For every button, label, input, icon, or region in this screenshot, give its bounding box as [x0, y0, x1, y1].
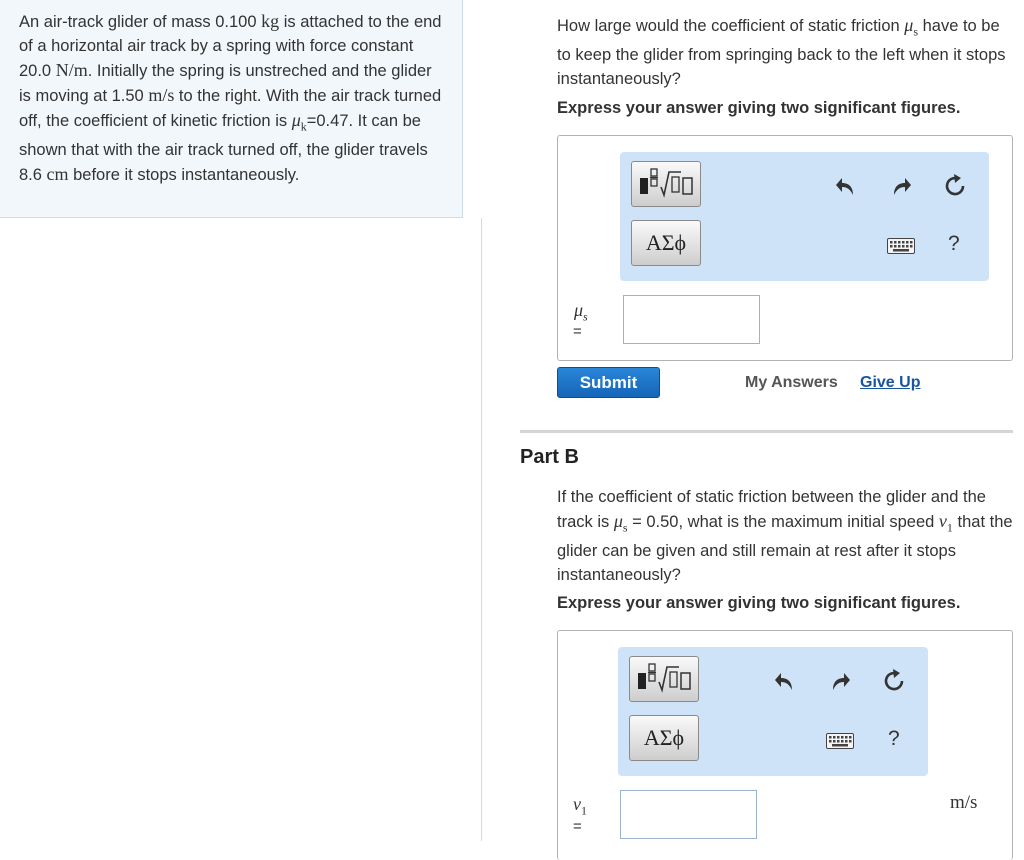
- problem-statement-panel: [0, 0, 463, 218]
- templates-icon: [635, 662, 693, 696]
- part-b-question: If the coefficient of static friction between the glider and the track is $\mu_s = 0.50$, what is the maximum initial speed $v_1$ that the glider can be given and still remain at rest after it stops instantaneously?: [557, 488, 1013, 585]
- part-a-math-toolbar: [620, 152, 989, 281]
- mu-s-label: $\mu_s$: [574, 300, 588, 324]
- greek-symbols-button[interactable]: ΑΣϕ: [631, 220, 701, 266]
- undo-icon[interactable]: [772, 668, 798, 694]
- part-b-instruction: Express your answer giving two significant figures.: [557, 594, 961, 612]
- unit-kg: kg: [261, 11, 280, 31]
- keyboard-icon[interactable]: [885, 233, 917, 259]
- reset-icon[interactable]: [881, 668, 907, 694]
- mu-k-symbol: μ: [291, 110, 301, 130]
- help-button[interactable]: ?: [888, 727, 900, 750]
- keyboard-icon[interactable]: [824, 728, 856, 754]
- problem-text: An air-track glider of mass 0.100 kg is attached to the end of a horizontal air track by a spring with force constant 20.0 N/m. Initially the spring is unstreched and the glider is moving at 1.50 m/s to the right. With the air track turned off, the coefficient of kinetic friction is $\mu_k=0.47$. It can be shown that with the air track turned off, the glider travels 8.6 cm before it stops instantaneously.: [19, 11, 442, 185]
- my-answers-link[interactable]: My Answers: [745, 374, 838, 391]
- reset-icon[interactable]: [942, 173, 968, 199]
- part-a-instruction: Express your answer giving two significant figures.: [557, 99, 961, 117]
- unit-label: m/s: [950, 792, 978, 813]
- redo-icon[interactable]: [827, 668, 853, 694]
- mu-s-answer-input[interactable]: [623, 295, 760, 344]
- v1-label: $v_1$: [573, 794, 587, 818]
- give-up-link[interactable]: Give Up: [860, 374, 921, 391]
- v1-answer-input[interactable]: [620, 790, 757, 839]
- templates-icon: [637, 167, 695, 201]
- part-b-math-toolbar: [618, 647, 928, 776]
- submit-button[interactable]: Submit: [557, 367, 660, 398]
- templates-button[interactable]: [631, 161, 701, 207]
- equals-sign: =: [573, 323, 582, 340]
- part-b-title: Part B: [520, 446, 579, 468]
- redo-icon[interactable]: [888, 173, 914, 199]
- unit-cm: cm: [46, 164, 69, 185]
- unit-m-per-s: m/s: [148, 85, 175, 105]
- unit-n-per-m: N/m: [55, 60, 88, 80]
- part-a-question: How large would the coefficient of static friction $\mu_s$ have to be to keep the glider from springing back to the left when it stops instantaneously?: [557, 15, 1006, 89]
- part-a-answer-box: [557, 135, 1013, 361]
- column-divider: [481, 218, 482, 841]
- undo-icon[interactable]: [833, 173, 859, 199]
- part-divider: [520, 430, 1013, 433]
- templates-button[interactable]: [629, 656, 699, 702]
- greek-symbols-button[interactable]: ΑΣϕ: [629, 715, 699, 761]
- help-button[interactable]: ?: [948, 232, 960, 255]
- part-b-answer-box: [557, 630, 1013, 860]
- equals-sign: =: [573, 818, 582, 835]
